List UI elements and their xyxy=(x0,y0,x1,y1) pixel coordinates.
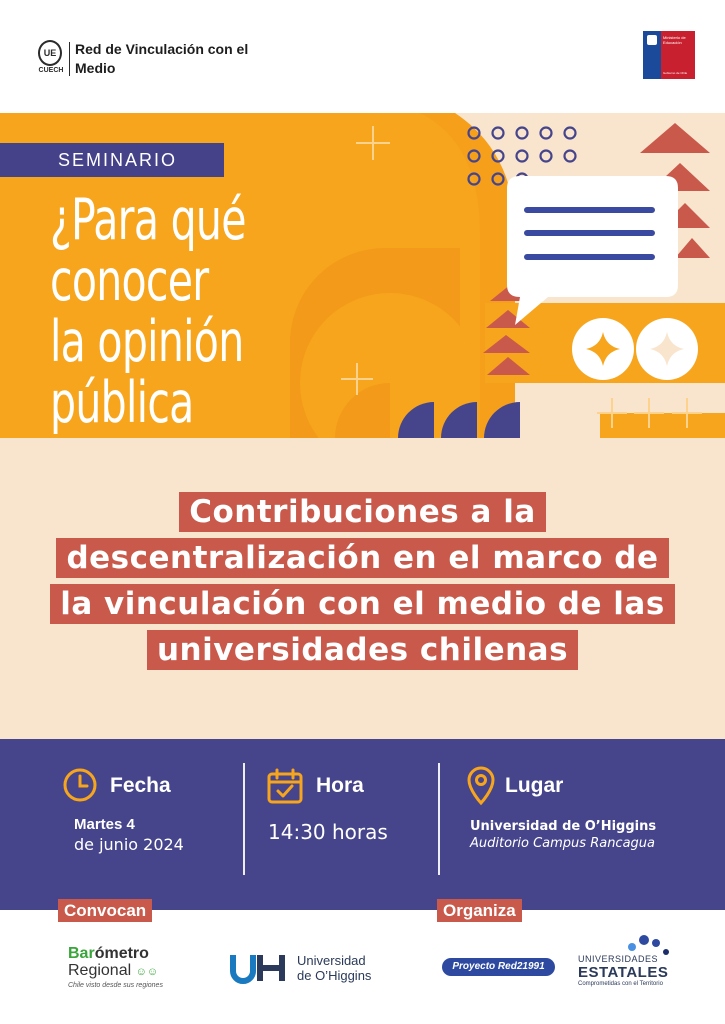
subtitle-line: descentralización en el marco de xyxy=(56,538,668,578)
lugar-auditorium: Auditorio Campus Rancagua xyxy=(470,836,656,851)
info-divider xyxy=(243,763,245,875)
barometro-tagline: Chile visto desde sus regiones xyxy=(68,982,163,989)
hora-value: 14:30 horas xyxy=(268,820,388,844)
seminario-tag: SEMINARIO xyxy=(0,143,224,177)
fecha-day: Martes 4 xyxy=(74,816,135,833)
fecha-month: de junio 2024 xyxy=(74,835,184,854)
location-pin-icon xyxy=(465,765,497,807)
calendar-icon xyxy=(266,767,304,805)
fecha-label: Fecha xyxy=(110,774,171,797)
lugar-university: Universidad de O’Higgins xyxy=(470,819,657,834)
estatales-line3: Comprometidas con el Territorio xyxy=(578,981,663,987)
ministry-gov: Gobierno de Chile xyxy=(663,71,688,75)
cuech-logo-caption: CUECH xyxy=(38,67,64,74)
header xyxy=(0,0,725,113)
universidades-estatales-logo xyxy=(576,933,686,993)
ministry-logo xyxy=(643,31,695,79)
cuech-logo-mark: UE xyxy=(38,40,62,66)
subtitle-line: la vinculación con el medio de las xyxy=(50,584,675,624)
uoh-name: Universidad de O’Higgins xyxy=(297,953,372,983)
barometro-regional: Regional xyxy=(68,962,132,979)
estatales-line2: ESTATALES xyxy=(578,964,669,981)
hora-label: Hora xyxy=(316,774,364,797)
clock-icon xyxy=(62,767,98,803)
lugar-label: Lugar xyxy=(505,774,564,797)
barometro-name-b: ómetro xyxy=(94,945,149,962)
convocan-label: Convocan xyxy=(58,899,152,922)
info-divider xyxy=(438,763,440,875)
people-icon: ☺☺ xyxy=(135,966,159,978)
subtitle-line: Contribuciones a la xyxy=(179,492,546,532)
subtitle-block xyxy=(0,492,725,676)
barometro-name-a: Bar xyxy=(68,945,95,962)
ministry-name: Ministerio de Educación xyxy=(663,35,686,45)
header-divider xyxy=(69,42,70,76)
subtitle-line: universidades chilenas xyxy=(147,630,578,670)
barometro-regional-logo xyxy=(68,945,178,989)
network-title: Red de Vinculación con el Medio xyxy=(75,41,249,76)
hero-title: ¿Para qué conocer la opinión pública xyxy=(50,187,246,436)
organiza-label: Organiza xyxy=(437,899,522,922)
half-circles xyxy=(398,402,520,438)
ministry-seal-icon xyxy=(647,35,657,45)
uoh-mark-icon xyxy=(230,951,292,985)
uoh-logo xyxy=(230,951,380,985)
estatales-dots-icon xyxy=(626,933,676,955)
cuech-logo xyxy=(36,40,66,76)
proyecto-badge: Proyecto Red21991 xyxy=(442,958,555,976)
estatales-line1: UNIVERSIDADES xyxy=(578,954,659,964)
